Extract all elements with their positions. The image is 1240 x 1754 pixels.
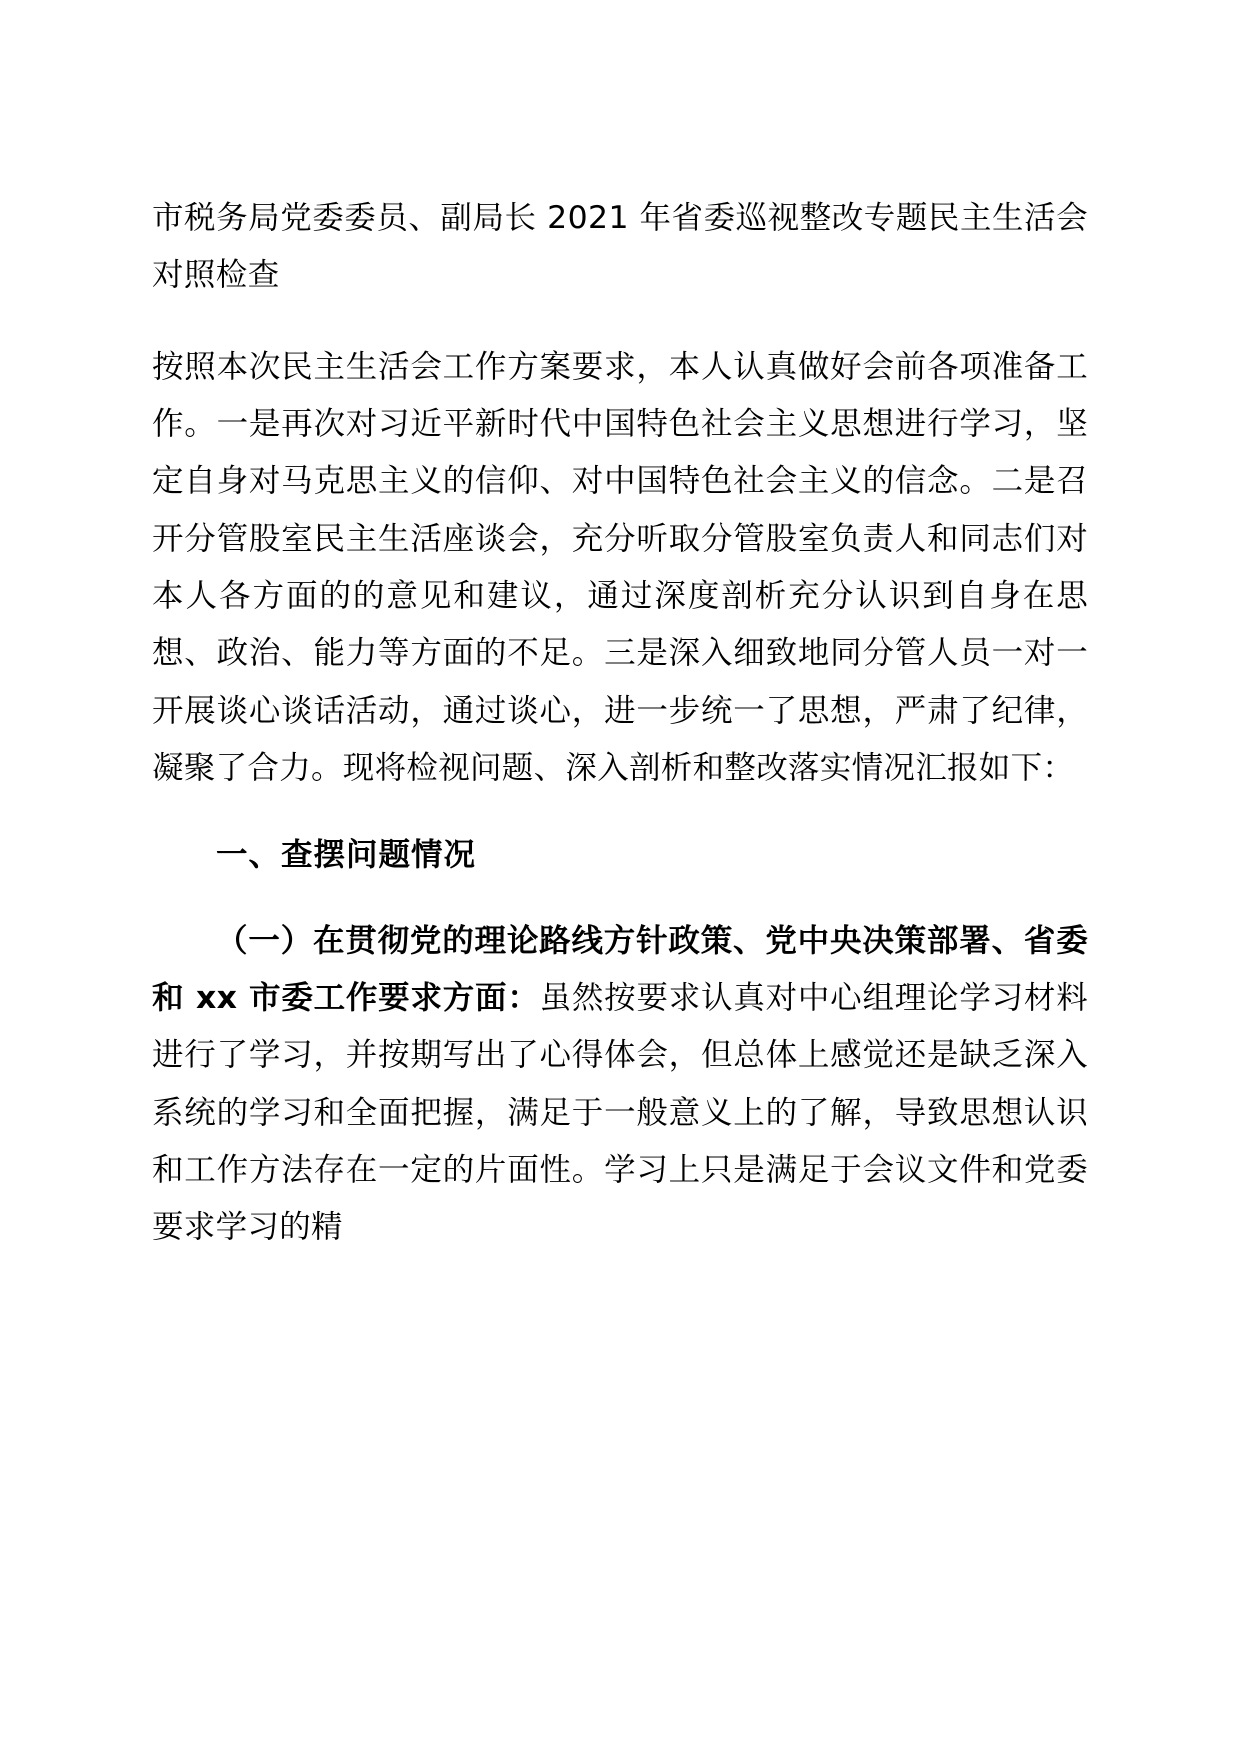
- intro-paragraph: 按照本次民主生活会工作方案要求，本人认真做好会前各项准备工作。一是再次对习近平新时代中国特色社会主义思想进行学习，坚定自身对马克思主义的信仰、对中国特色社会主义的信念。二是召开分管股室民主生活座谈会，充分听取分管股室负责人和同志们对本人各方面的的意见和建议，通过深度剖析充分认识到自身在思想、政治、能力等方面的不足。三是深入细致地同分管人员一对一开展谈心谈话活动，通过谈心，进一步统一了思想，严肃了纪律，凝聚了合力。现将检视问题、深入剖析和整改落实情况汇报如下：: [152, 348, 1088, 786]
- subsection-one-lead: （一）在贯彻党的理论路线方针政策、党中央决策部署、省委和 xx 市委工作要求方面：: [152, 922, 1088, 1016]
- subsection-one-text: 虽然按要求认真对中心组理论学习材料进行了学习，并按期写出了心得体会，但总体上感觉还是缺乏深入系统的学习和全面把握，满足于一般意义上的了解，导致思想认识和工作方法存在一定的片面性。学习上只是满足于会议文件和党委要求学习的精: [152, 979, 1088, 1246]
- section-heading-one: 一、查摆问题情况: [216, 837, 477, 874]
- document-title: 市税务局党委委员、副局长 2021 年省委巡视整改专题民主生活会对照检查: [152, 200, 1088, 294]
- subsection-one-paragraph: [152, 913, 1088, 1257]
